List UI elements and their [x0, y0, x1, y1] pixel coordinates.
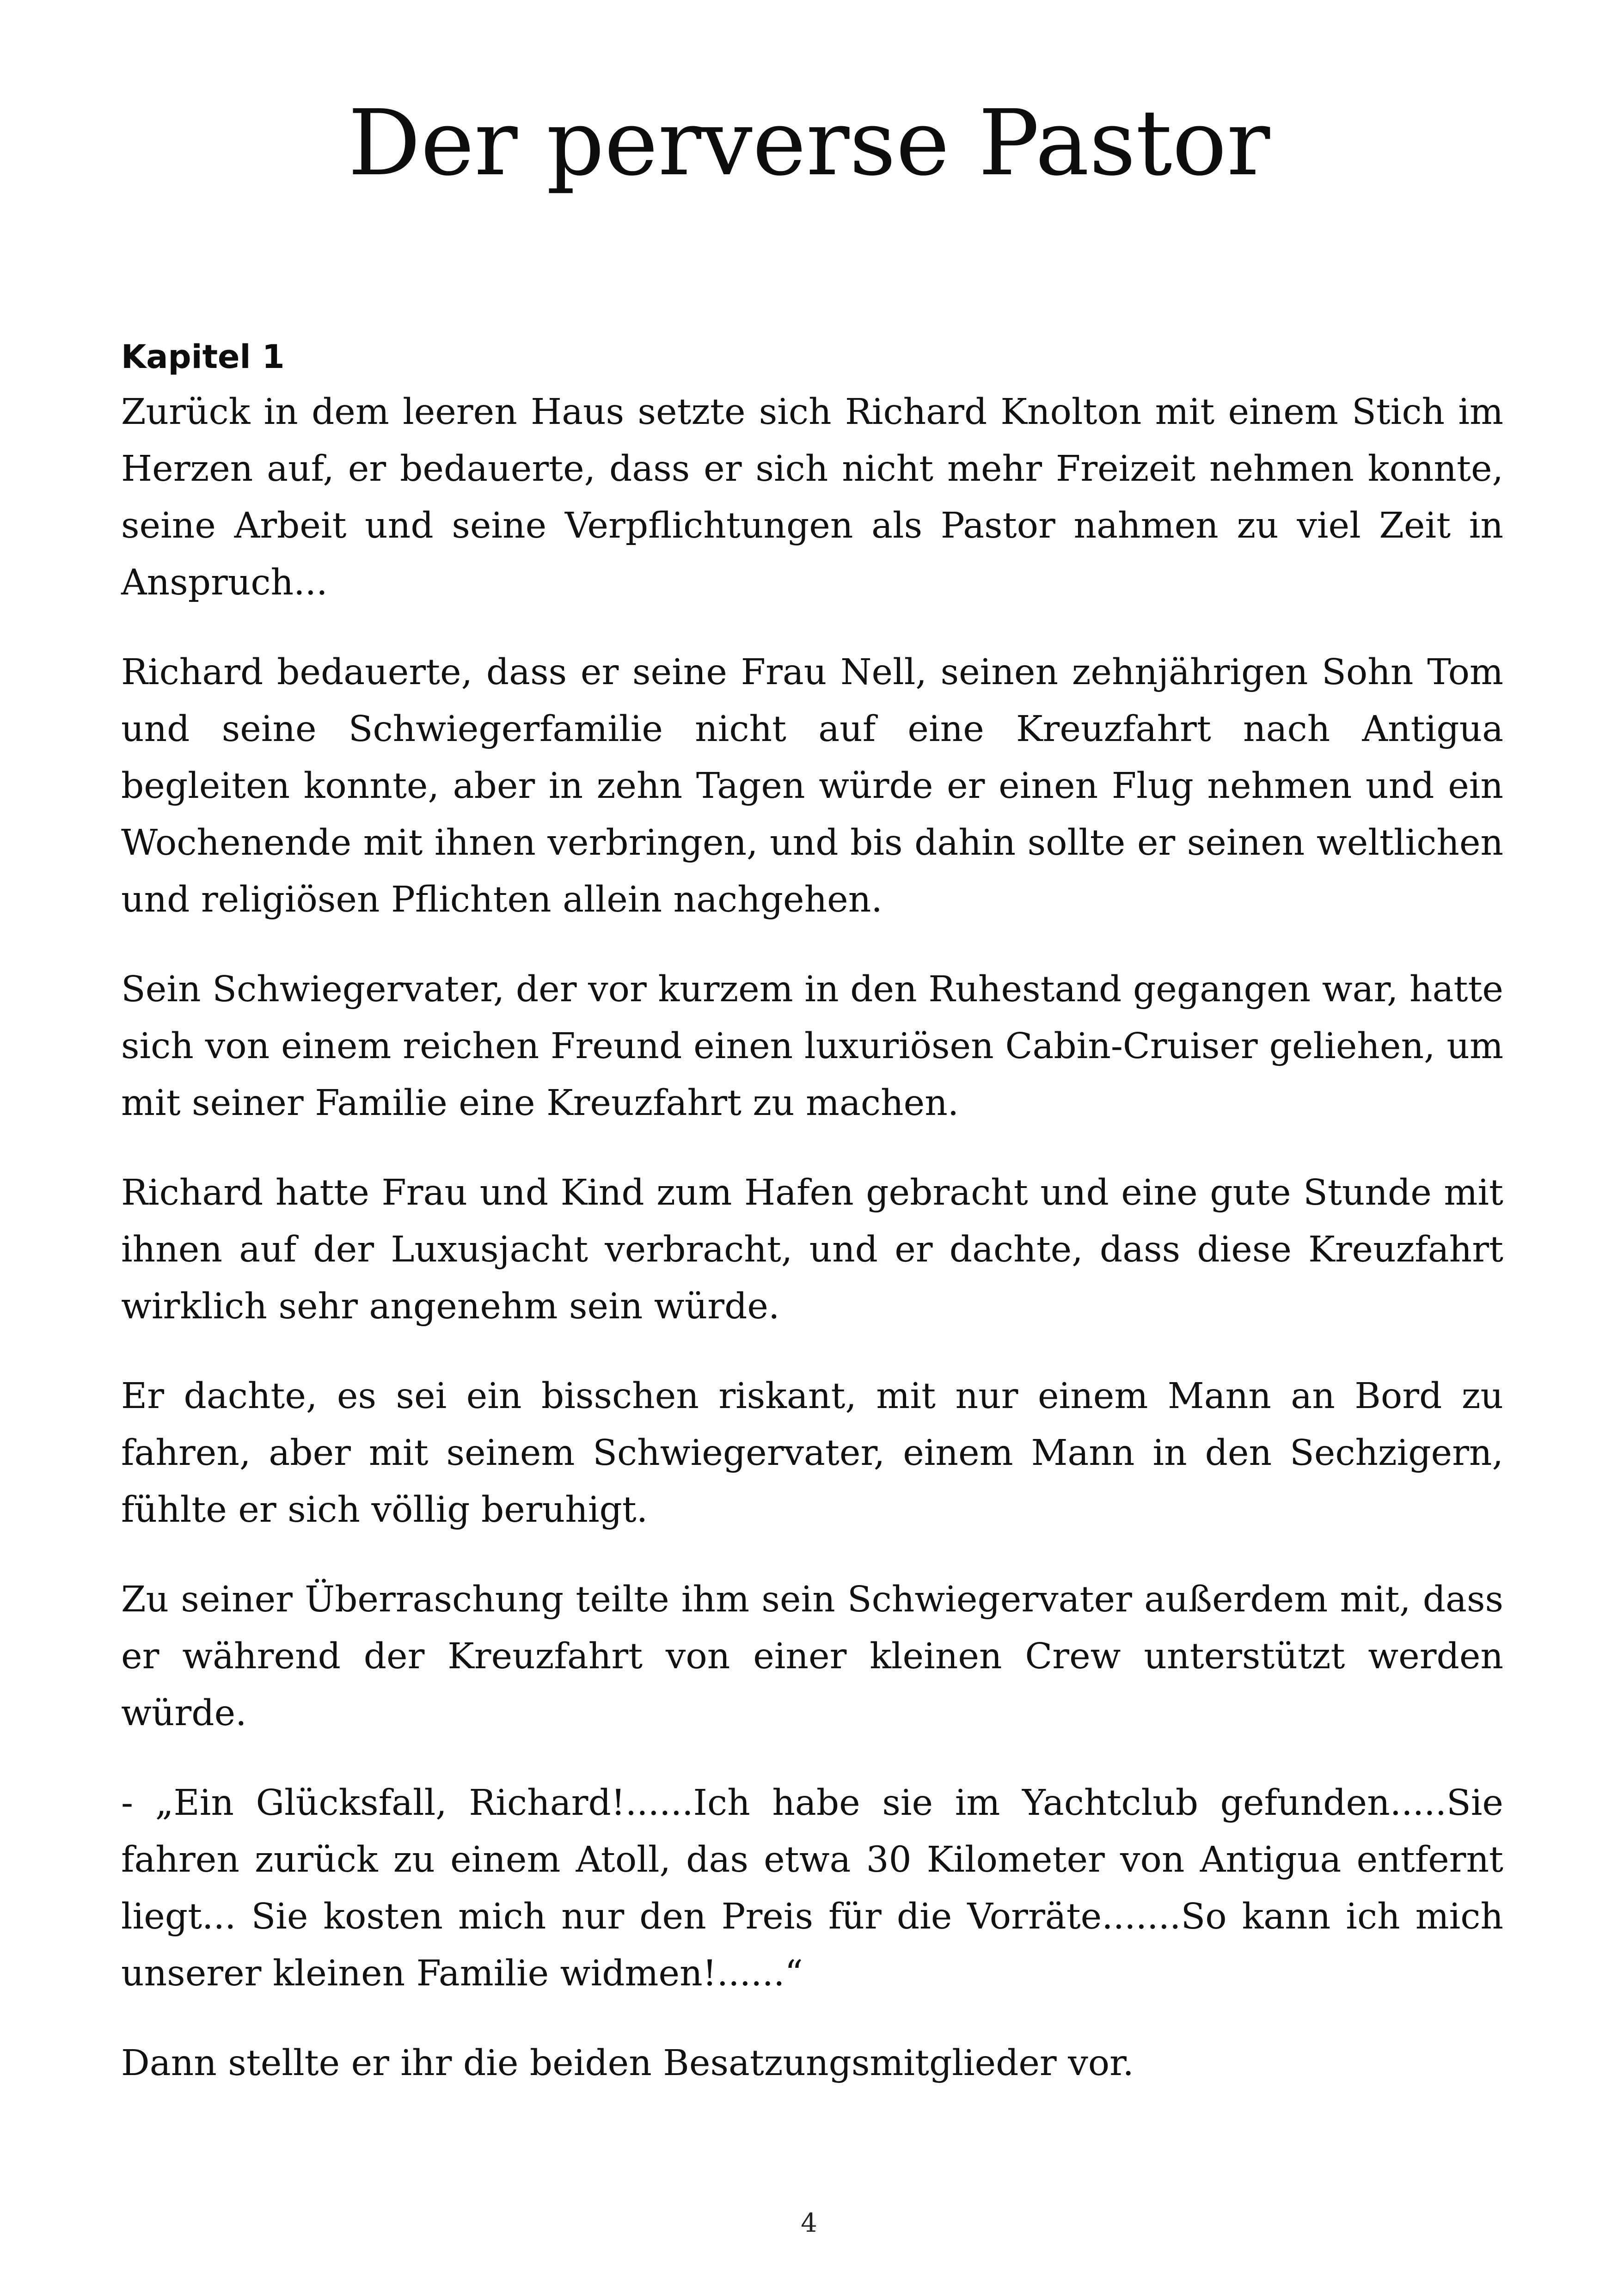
paragraph: Dann stellte er ihr die beiden Besatzungsmitglieder vor.	[121, 2043, 1134, 2084]
page-number: 4	[801, 2208, 817, 2238]
paragraph: Richard bedauerte, dass er seine Frau Nell, seinen zehnjährigen Sohn Tom und seine Schwiegerfamilie nicht auf eine Kreuzfahrt nach Antigua begleiten konnte, aber in zehn Tagen würde er einen Flug nehmen und ein Wochenende mit ihnen verbringen, und bis dahin sollte er seinen weltlichen und religiösen Pflichten allein nachgehen.	[121, 652, 1503, 920]
paragraph: Richard hatte Frau und Kind zum Hafen gebracht und eine gute Stunde mit ihnen auf der Luxusjacht verbracht, und er dachte, dass diese Kreuzfahrt wirklich sehr angenehm sein würde.	[121, 1172, 1503, 1327]
paragraph: Zu seiner Überraschung teilte ihm sein Schwiegervater außerdem mit, dass er während der Kreuzfahrt von einer kleinen Crew unterstützt werden würde.	[121, 1579, 1503, 1734]
paragraph: Sein Schwiegervater, der vor kurzem in den Ruhestand gegangen war, hatte sich von einem reichen Freund einen luxuriösen Cabin-Cruiser geliehen, um mit seiner Familie eine Kreuzfahrt zu machen.	[121, 969, 1503, 1124]
paragraph: - „Ein Glücksfall, Richard!......Ich habe sie im Yachtclub gefunden.....Sie fahren zurück zu einem Atoll, das etwa 30 Kilometer von Antigua entfernt liegt... Sie kosten mich nur den Preis für die Vorräte.......So kann ich mich unserer kleinen Familie widmen!......“	[121, 1782, 1503, 1994]
paragraph: Zurück in dem leeren Haus setzte sich Richard Knolton mit einem Stich im Herzen auf, er bedauerte, dass er sich nicht mehr Freizeit nehmen konnte, seine Arbeit und seine Verpflichtungen als Pastor nahmen zu viel Zeit in Anspruch...	[121, 392, 1503, 603]
document-title: Der perverse Pastor	[348, 91, 1270, 196]
chapter-heading: Kapitel 1	[121, 338, 285, 376]
body-text	[121, 384, 1503, 2125]
paragraph: Er dachte, es sei ein bisschen riskant, mit nur einem Mann an Bord zu fahren, aber mit seinem Schwiegervater, einem Mann in den Sechzigern, fühlte er sich völlig beruhigt.	[121, 1376, 1503, 1531]
